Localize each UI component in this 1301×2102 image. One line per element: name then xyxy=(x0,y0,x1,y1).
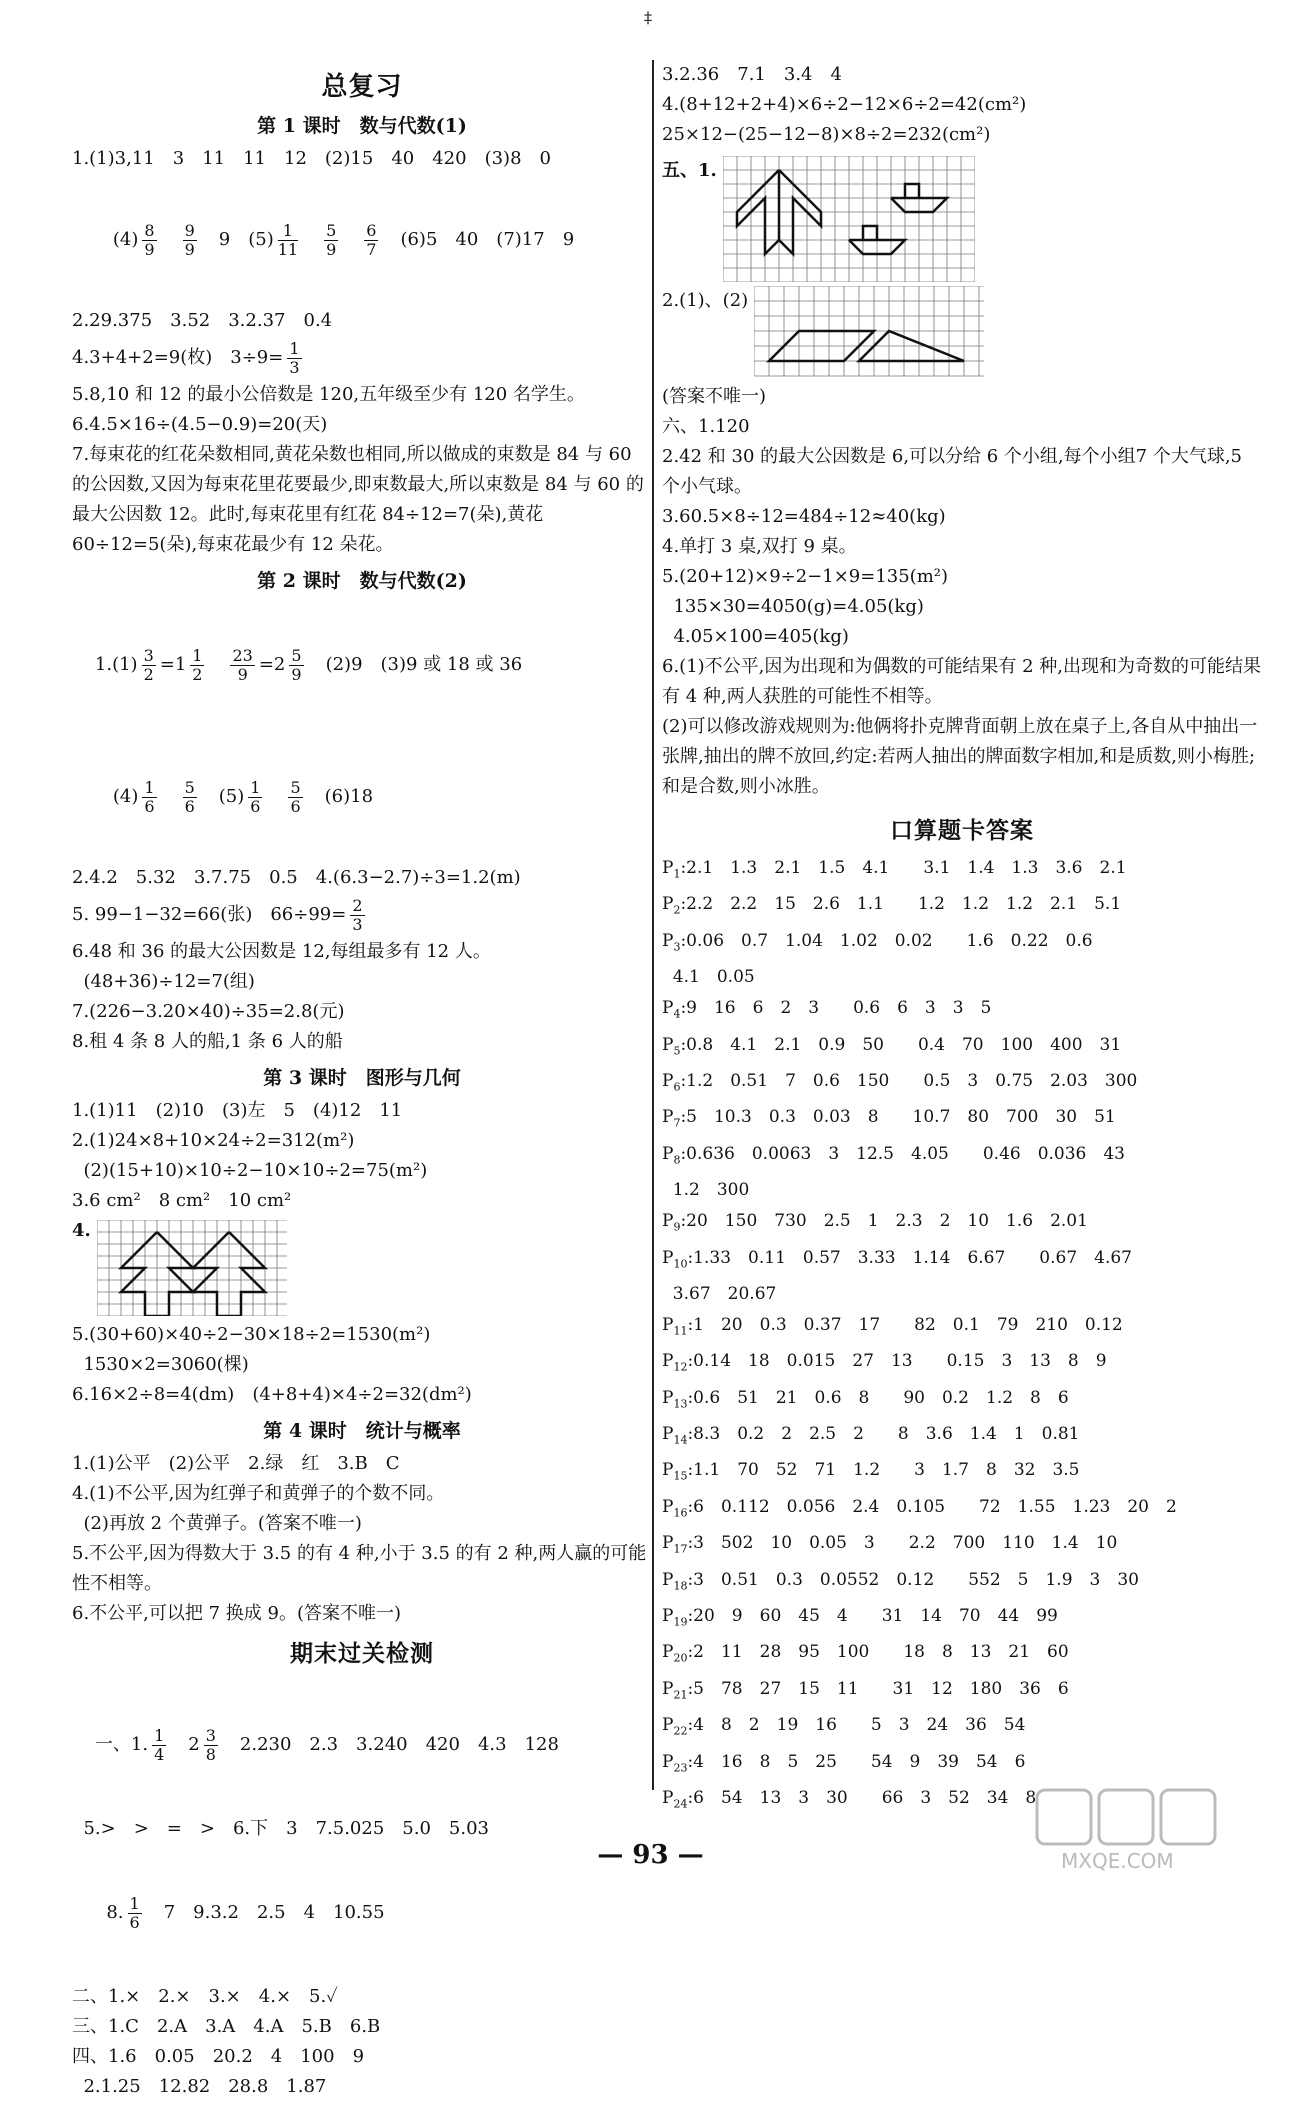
answer-paragraph: (2)可以修改游戏规则为:他俩将扑克牌背面朝上放在桌子上,各自从中抽出一张牌,抽出的牌不放回,约定:若两人抽出的牌面数字相加,和是质数,则小梅胜;和是合数,则小冰胜。 xyxy=(662,716,1258,797)
answer-line: 5.> > = > 6.下 3 7.5.025 5.0 5.03 xyxy=(72,1818,489,1839)
card-label: $P_{10}$ xyxy=(662,1247,688,1270)
answer-line: 3.2.36 7.1 3.4 4 xyxy=(662,64,842,85)
card-label: $P_{16}$ xyxy=(662,1496,688,1520)
oral-card-answer-line: $P_{10}:1.33$ 0.11 0.57 3.33 1.14 6.67 0.67 4.67 xyxy=(662,1247,1132,1270)
answer-line: 4.05×100=405(kg) xyxy=(662,626,849,647)
answer-line-fractions: (4) $\frac{8}{9}$ $\frac{9}{9}$ 9 (5) $\frac{1}{11}$ $\frac{5}{9}$ $\frac{6}{7}$ (6)5 40 (7)17 9 xyxy=(112,220,575,259)
tree-grid-figure xyxy=(97,1220,287,1316)
oral-card-answer-line: $P_6:1.2$ 0.51 7 0.6 150 0.5 3 0.75 2.03 300 xyxy=(662,1070,1138,1094)
answer-line: 8.租 4 条 8 人的船,1 条 6 人的船 xyxy=(72,1031,343,1052)
oral-card-answer-line: $P_{15}:1.1$ 70 52 71 1.2 3 1.7 8 32 3.5 xyxy=(662,1460,1080,1483)
column-divider xyxy=(652,60,654,1790)
answer-line-fractions: 8. $\frac{1}{6}$ 7 9.3.2 2.5 4 10.55 xyxy=(94,1893,385,1932)
page-number: — 93 — xyxy=(597,1840,704,1870)
oral-card-answer-line: $P_3:0.06$ 0.7 1.04 1.02 0.02 1.6 0.22 0.6 xyxy=(662,930,1093,954)
card-label: $P_{18}$ xyxy=(662,1569,688,1593)
answer-line: 4.3+4+2=9(枚) 3÷9= $\frac{1}{3}$ xyxy=(72,338,300,377)
oral-card-answer-line: 1.2 300 xyxy=(662,1180,750,1201)
oral-card-answer-line: $P_5:0.8$ 4.1 2.1 0.9 50 0.4 70 100 400 31 xyxy=(662,1034,1122,1057)
answer-paragraph: 2.42 和 30 的最大公因数是 6,可以分给 6 个小组,每个小组7 个大气球,5 个小气球。 xyxy=(662,446,1243,497)
answer-line: 6.4.5×16÷(4.5−0.9)=20(天) xyxy=(72,414,328,435)
arrow-boat-grid-figure xyxy=(723,156,975,282)
lesson-1-heading: 第 1 课时 数与代数(1) xyxy=(257,115,467,137)
answer-line: 1.(1)11 (2)10 (3)左 5 (4)12 11 xyxy=(72,1100,403,1121)
answer-line-fractions: 1.(1) $\frac{3}{2}$ =1 $\frac{1}{2}$ $\frac{23}{9}$ =2 $\frac{5}{9}$ (2)9 (3)9 或 18 或 36 xyxy=(94,645,523,684)
lesson-3-heading: 第 3 课时 图形与几何 xyxy=(263,1067,461,1089)
answer-line: 1.(1)3,11 3 11 11 12 (2)15 40 420 (3)8 0 xyxy=(72,148,551,169)
oral-card-answer-list xyxy=(662,853,1262,1819)
answer-line: 5.(30+60)×40÷2−30×18÷2=1530(m²) xyxy=(72,1324,431,1345)
oral-card-answer-line: $P_7:5$ 10.3 0.3 0.03 8 10.7 80 700 30 51 xyxy=(662,1107,1116,1130)
oral-card-answer-line: $P_1:2.1$ 1.3 2.1 1.5 4.1 3.1 1.4 1.3 3.6 2.1 xyxy=(662,858,1127,881)
watermark-logo xyxy=(1031,1784,1261,1874)
card-label: $P_9$ xyxy=(662,1211,681,1234)
card-label: $P_{14}$ xyxy=(662,1424,688,1447)
answer-paragraph: 6.(1)不公平,因为出现和为偶数的可能结果有 2 种,出现和为奇数的可能结果有 4 种,两人获胜的可能性不相等。 xyxy=(662,656,1262,707)
answer-line: 1530×2=3060(棵) xyxy=(72,1354,249,1375)
answer-line: 6.16×2÷8=4(dm) (4+8+4)×4÷2=32(dm²) xyxy=(72,1384,472,1405)
figure-label: 4. xyxy=(72,1220,91,1241)
answer-line: 7.(226−3.20×40)÷35=2.8(元) xyxy=(72,1001,345,1022)
card-label: $P_7$ xyxy=(662,1107,681,1130)
oral-card-answer-line: $P_8:0.636$ 0.0063 3 12.5 4.05 0.46 0.036 43 xyxy=(662,1143,1126,1167)
card-label: $P_4$ xyxy=(662,998,681,1021)
fraction: $\frac{5}{9}$ xyxy=(326,220,337,259)
answer-line: 25×12−(25−12−8)×8÷2=232(cm²) xyxy=(662,124,991,145)
section-title-final-test: 期末过关检测 xyxy=(290,1640,434,1667)
oral-card-answer-line: $P_4:9$ 16 6 2 3 0.6 6 3 3 5 xyxy=(662,998,992,1021)
card-label: $P_{24}$ xyxy=(662,1787,688,1811)
card-label: $P_{12}$ xyxy=(662,1351,688,1374)
answer-line: 6.48 和 36 的最大公因数是 12,每组最多有 12 人。 xyxy=(72,941,491,962)
fraction: $\frac{1}{3}$ xyxy=(289,338,300,377)
card-label: $P_{19}$ xyxy=(662,1606,688,1629)
card-label: $P_{13}$ xyxy=(662,1387,688,1411)
answer-paragraph: 7.每束花的红花朵数相同,黄花朵数也相同,所以做成的束数是 84 与 60 的公因数,又因为每束花里花要最少,即束数最大,所以束数是 84 与 60 的最大公因数 12。此时,每束花里有红花 84÷12=7(朵),黄花 60÷12=5(朵),每束花最少有 12 朵花。 xyxy=(72,444,644,555)
figure-row xyxy=(662,156,1262,282)
card-label: $P_6$ xyxy=(662,1070,681,1094)
answer-line: 2.1.25 12.82 28.8 1.87 xyxy=(72,2076,327,2097)
oral-card-answer-line: $P_{13}:0.6$ 51 21 0.6 8 90 0.2 1.2 8 6 xyxy=(662,1387,1069,1411)
card-label: $P_3$ xyxy=(662,930,681,954)
answer-line-fractions: 一、1. $\frac{1}{4}$ 2 $\frac{3}{8}$ 2.230 2.3 3.240 420 4.3 128 xyxy=(94,1725,559,1764)
card-label: $P_{17}$ xyxy=(662,1533,688,1556)
oral-card-answer-line: $P_{24}:6$ 54 13 3 30 66 3 52 34 8 xyxy=(662,1787,1037,1811)
card-label: $P_8$ xyxy=(662,1143,681,1167)
fraction: $\frac{8}{9}$ xyxy=(144,220,155,259)
card-label: $P_{20}$ xyxy=(662,1642,688,1665)
figure-row xyxy=(662,286,1262,378)
card-label: $P_{23}$ xyxy=(662,1751,688,1774)
oral-card-answer-line: $P_{19}:20$ 9 60 45 4 31 14 70 44 99 xyxy=(662,1606,1058,1629)
answer-line: (2)(15+10)×10÷2−10×10÷2=75(m²) xyxy=(72,1160,428,1181)
card-label: $P_2$ xyxy=(662,894,681,917)
figure-row xyxy=(72,1220,652,1316)
left-column xyxy=(72,60,652,2102)
card-label: $P_{15}$ xyxy=(662,1460,688,1483)
answer-line: 2.(1)24×8+10×24÷2=312(m²) xyxy=(72,1130,355,1151)
section-title-oral-cards: 口算题卡答案 xyxy=(890,817,1034,844)
lesson-4-heading: 第 4 课时 统计与概率 xyxy=(263,1420,461,1442)
figure-label: 2.(1)、(2) xyxy=(662,290,749,311)
answer-line: 1.(1)公平 (2)公平 2.绿 红 3.B C xyxy=(72,1453,400,1474)
answer-line: 135×30=4050(g)=4.05(kg) xyxy=(662,596,924,617)
card-label: $P_{21}$ xyxy=(662,1678,688,1702)
card-label: $P_1$ xyxy=(662,858,681,881)
answer-line: (48+36)÷12=7(组) xyxy=(72,971,255,992)
answer-line: 5.(20+12)×9÷2−1×9=135(m²) xyxy=(662,566,949,587)
oral-card-answer-line: $P_{22}:4$ 8 2 19 16 5 3 24 36 54 xyxy=(662,1715,1026,1738)
answer-line: 四、1.6 0.05 20.2 4 100 9 xyxy=(72,2046,365,2067)
section-title-review: 总复习 xyxy=(321,72,403,102)
answer-line: 三、1.C 2.A 3.A 4.A 5.B 6.B xyxy=(72,2016,381,2037)
answer-line: 5.8,10 和 12 的最小公倍数是 120,五年级至少有 120 名学生。 xyxy=(72,384,585,405)
oral-card-answer-line: $P_{23}:4$ 16 8 5 25 54 9 39 54 6 xyxy=(662,1751,1026,1774)
answer-paragraph: 5.不公平,因为得数大于 3.5 的有 4 种,小于 3.5 的有 2 种,两人赢的可能性不相等。 xyxy=(72,1543,647,1594)
parallelogram-triangle-grid-figure xyxy=(754,286,984,378)
oral-card-answer-line: $P_{18}:3$ 0.51 0.3 0.0552 0.12 552 5 1.9 3 30 xyxy=(662,1569,1139,1593)
card-label: $P_{11}$ xyxy=(662,1314,688,1338)
oral-card-answer-line: $P_{11}:1$ 20 0.3 0.37 17 82 0.1 79 210 0.12 xyxy=(662,1314,1123,1338)
fraction: $\frac{6}{7}$ xyxy=(366,220,377,259)
oral-card-answer-line: $P_{16}:6$ 0.112 0.056 2.4 0.105 72 1.55 1.23 20 2 xyxy=(662,1496,1177,1520)
answer-line: 5. 99−1−32=66(张) 66÷99= $\frac{2}{3}$ xyxy=(72,895,363,934)
oral-card-answer-line: 4.1 0.05 xyxy=(662,967,755,988)
oral-card-answer-line: $P_{17}:3$ 502 10 0.05 3 2.2 700 110 1.4 10 xyxy=(662,1533,1118,1556)
answer-line: 2.4.2 5.32 3.7.75 0.5 4.(6.3−2.7)÷3=1.2(m) xyxy=(72,867,521,888)
right-column xyxy=(662,60,1262,1819)
answer-line: (答案不唯一) xyxy=(662,386,767,407)
answer-line-fractions: (4) $\frac{1}{6}$ $\frac{5}{6}$ (5) $\frac{1}{6}$ $\frac{5}{6}$ (6)18 xyxy=(112,777,374,816)
answer-line: 六、1.120 xyxy=(662,416,750,437)
fraction: $\frac{1}{11}$ xyxy=(277,220,299,259)
answer-line: 4.(8+12+2+4)×6÷2−12×6÷2=42(cm²) xyxy=(662,94,1027,115)
card-label: $P_{22}$ xyxy=(662,1715,688,1738)
oral-card-answer-line: $P_9:20$ 150 730 2.5 1 2.3 2 10 1.6 2.01 xyxy=(662,1211,1088,1234)
oral-card-answer-line: $P_{12}:0.14$ 18 0.015 27 13 0.15 3 13 8 9 xyxy=(662,1351,1107,1374)
answer-line: 2.29.375 3.52 3.2.37 0.4 xyxy=(72,310,333,331)
top-mark: ‡ xyxy=(644,8,652,27)
svg-text:MXQE.COM: MXQE.COM xyxy=(1061,1849,1174,1873)
card-label: $P_5$ xyxy=(662,1034,681,1057)
oral-card-answer-line: $P_{20}:2$ 11 28 95 100 18 8 13 21 60 xyxy=(662,1642,1069,1665)
answer-line: (2)再放 2 个黄弹子。(答案不唯一) xyxy=(72,1513,362,1534)
answer-line: 6.不公平,可以把 7 换成 9。(答案不唯一) xyxy=(72,1603,402,1624)
answer-line: 3.6 cm² 8 cm² 10 cm² xyxy=(72,1190,292,1211)
figure-label: 五、1. xyxy=(662,160,717,181)
oral-card-answer-line: $P_{21}:5$ 78 27 15 11 31 12 180 36 6 xyxy=(662,1678,1069,1702)
lesson-2-heading: 第 2 课时 数与代数(2) xyxy=(257,570,467,592)
oral-card-answer-line: $P_2:2.2$ 2.2 15 2.6 1.1 1.2 1.2 1.2 2.1 5.1 xyxy=(662,894,1122,917)
answer-line: 二、1.× 2.× 3.× 4.× 5.✓ xyxy=(72,1986,338,2007)
answer-line: 3.60.5×8÷12=484÷12≈40(kg) xyxy=(662,506,946,527)
fraction: $\frac{9}{9}$ xyxy=(184,220,195,259)
oral-card-answer-line: 3.67 20.67 xyxy=(662,1283,777,1304)
answer-line: 4.单打 3 桌,双打 9 桌。 xyxy=(662,536,857,557)
answer-line: 4.(1)不公平,因为红弹子和黄弹子的个数不同。 xyxy=(72,1483,445,1504)
oral-card-answer-line: $P_{14}:8.3$ 0.2 2 2.5 2 8 3.6 1.4 1 0.81 xyxy=(662,1424,1080,1447)
